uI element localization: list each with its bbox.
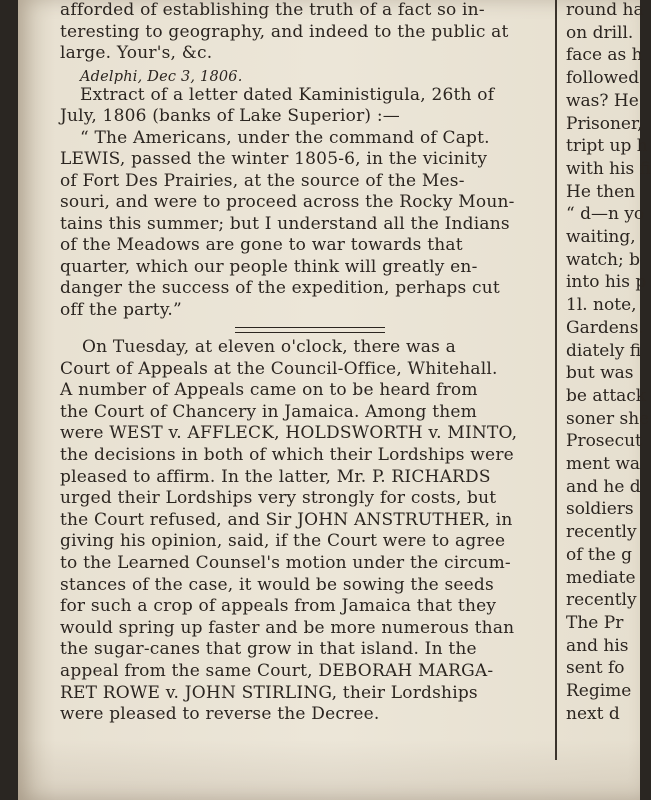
text-line: of Fort Des Prairies, at the source of the Mes-: [60, 170, 465, 191]
column-rule: [555, 0, 557, 760]
text-line: of the Meadows are gone to war towards that: [60, 235, 463, 255]
right-column-line: next d: [566, 703, 620, 724]
right-column-line: ment wa: [566, 454, 641, 474]
right-column-line: followed: [566, 68, 640, 89]
right-column: [566, 0, 651, 800]
text-line: On Tuesday, at eleven o'clock, there was a: [82, 337, 456, 357]
text-line: the sugar-canes that grow in that island. In the: [60, 639, 477, 660]
section-separator: [235, 327, 385, 333]
right-column-line: and his: [566, 635, 629, 656]
text-line: would spring up faster and be more numerous than: [60, 617, 515, 638]
right-column-line: on drill.: [566, 22, 634, 43]
text-line: teresting to geography, and indeed to the public at: [60, 21, 509, 42]
text-line: the Court refused, and Sir JOHN ANSTRUTHER, in: [60, 509, 513, 530]
right-column-line: with his fi: [566, 158, 651, 179]
text-line: appeal from the same Court, DEBORAH MARGA-: [60, 661, 494, 681]
right-column-line: Prosecut: [566, 431, 642, 452]
text-line: souri, and were to proceed across the Rocky Moun-: [60, 192, 515, 212]
text-line: July, 1806 (banks of Lake Superior) :—: [60, 106, 400, 126]
right-column-line: sent fo: [566, 658, 625, 679]
dateline: Adelphi, Dec 3, 1806.: [80, 68, 243, 85]
right-column-line: He then: [566, 181, 636, 202]
right-column-line: was? He: [566, 90, 639, 111]
right-column-line: mediate: [566, 567, 636, 588]
text-line: off the party.”: [60, 299, 182, 320]
text-line: large. Your's, &c.: [60, 43, 213, 63]
right-column-line: soner she: [566, 408, 650, 429]
right-column-line: waiting,: [566, 227, 636, 247]
text-line: were WEST v. AFFLECK, HOLDSWORTH v. MINTO,: [60, 423, 518, 444]
newspaper-page: [18, 0, 651, 800]
right-column-line: face as h: [566, 45, 643, 66]
right-column-line: diately fi: [566, 340, 642, 361]
text-line: urged their Lordships very strongly for costs, but: [60, 488, 497, 509]
text-line: quarter, which our people think will greatly en-: [60, 256, 478, 277]
right-column-line: round ha: [566, 0, 644, 20]
main-column: [60, 0, 545, 800]
text-line: afforded of establishing the truth of a fact so in-: [60, 0, 485, 20]
text-line: to the Learned Counsel's motion under the circum-: [60, 553, 511, 573]
text-line: Extract of a letter dated Kaministigula, 26th of: [80, 84, 495, 105]
right-column-line: watch; b: [566, 249, 641, 270]
text-line: danger the success of the expedition, perhaps cut: [60, 278, 500, 298]
text-line: A number of Appeals came on to be heard from: [60, 380, 478, 401]
right-column-line: soldiers: [566, 499, 634, 520]
right-column-line: Regime: [566, 681, 632, 701]
text-line: the Court of Chancery in Jamaica. Among them: [60, 401, 478, 422]
text-line: pleased to affirm. In the latter, Mr. P. RICHARDS: [60, 466, 491, 487]
text-line: for such a crop of appeals from Jamaica that they: [60, 596, 497, 617]
right-column-line: The Pr: [566, 612, 624, 633]
text-line: LEWIS, passed the winter 1805-6, in the vicinity: [60, 149, 488, 169]
right-column-line: of the g: [566, 544, 633, 565]
text-line: Court of Appeals at the Council-Office, Whitehall.: [60, 358, 498, 379]
text-line: were pleased to reverse the Decree.: [60, 704, 380, 725]
right-column-line: recently: [566, 522, 637, 543]
text-line: giving his opinion, said, if the Court were to agree: [60, 531, 506, 552]
right-column-line: “ d—n yo: [566, 204, 645, 225]
right-column-line: but was: [566, 363, 634, 384]
right-column-line: and he d: [566, 476, 641, 497]
right-column-line: be attack: [566, 385, 647, 406]
right-column-line: Prisoner,: [566, 113, 643, 134]
text-line: tains this summer; but I understand all the Indians: [60, 213, 510, 234]
text-line: RET ROWE v. JOHN STIRLING, their Lordships: [60, 682, 478, 703]
text-line: the decisions in both of which their Lordships were: [60, 445, 514, 465]
right-column-line: Gardens.: [566, 317, 644, 338]
right-column-line: tript up h: [566, 136, 648, 157]
text-line: “ The Americans, under the command of Capt.: [80, 127, 490, 148]
right-column-line: recently: [566, 590, 637, 611]
text-line: stances of the case, it would be sowing the seeds: [60, 574, 494, 595]
page-shadow: [18, 740, 640, 800]
right-column-line: into his p: [566, 272, 647, 293]
right-column-line: 1l. note,: [566, 295, 637, 316]
